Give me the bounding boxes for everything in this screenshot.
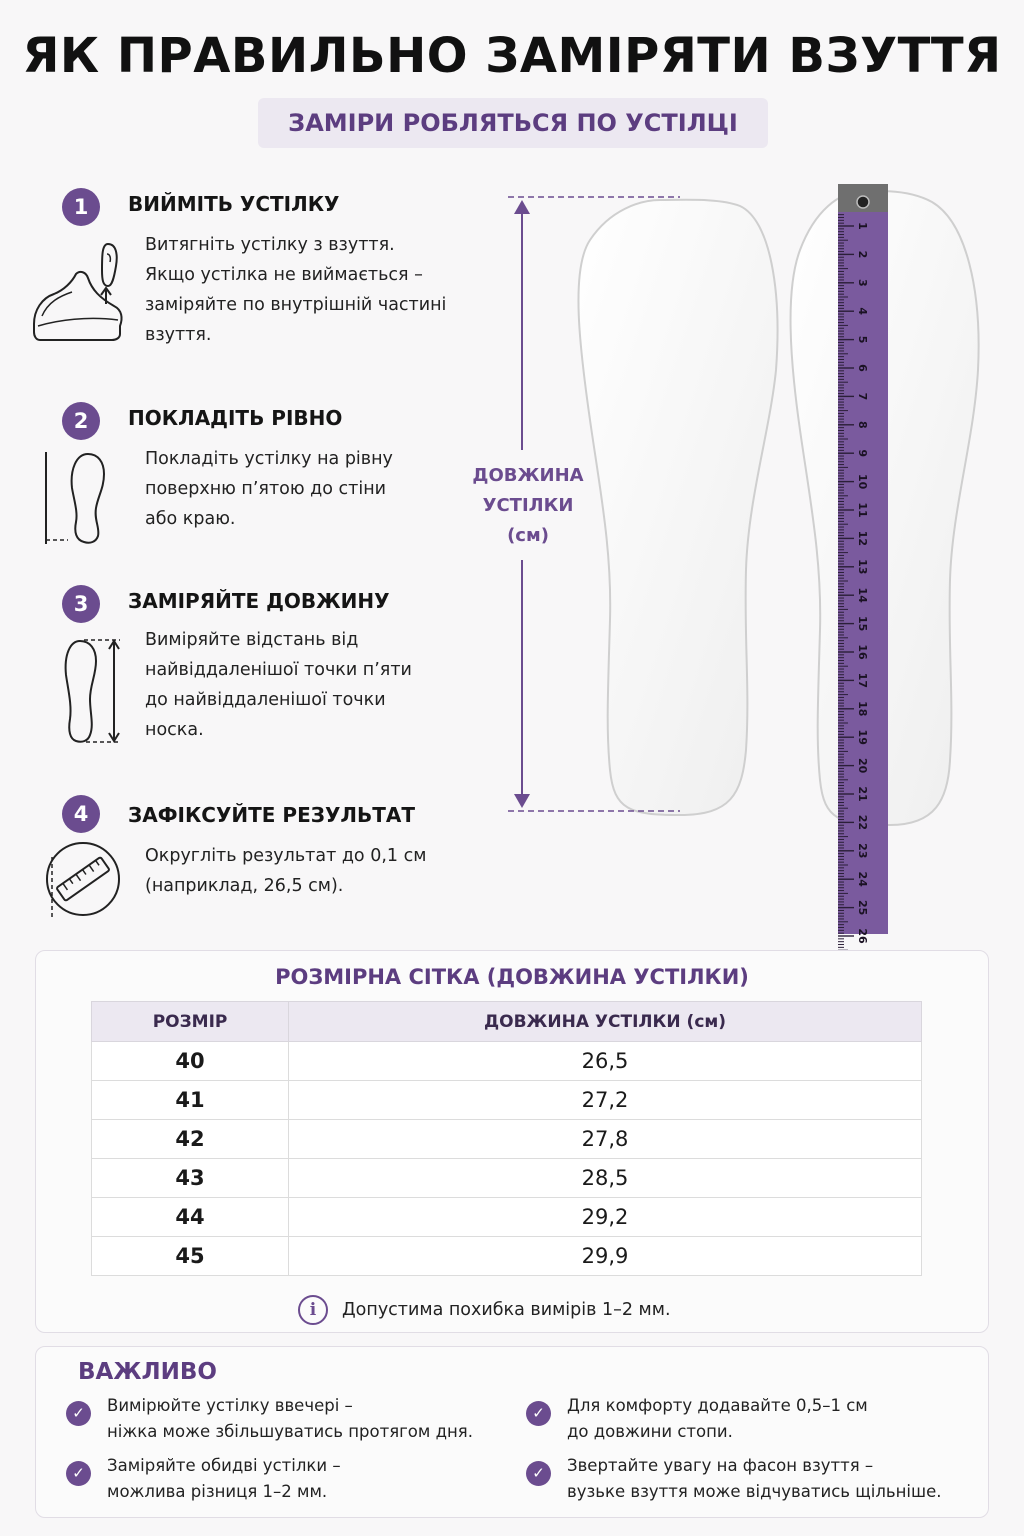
ruler-number: 26 — [856, 928, 869, 944]
tip-item — [526, 1453, 942, 1505]
table-row — [92, 1198, 922, 1237]
ruler-number: 9 — [856, 449, 869, 458]
length-cell: 26,5 — [289, 1042, 922, 1081]
ruler-number: 22 — [856, 814, 869, 831]
check-icon: ✓ — [526, 1401, 551, 1426]
insoles-illustration — [470, 170, 1010, 950]
size-cell: 41 — [92, 1081, 289, 1120]
ruler-number: 20 — [856, 757, 869, 774]
ruler-number: 24 — [856, 871, 869, 887]
ruler-number: 15 — [856, 615, 869, 632]
size-cell: 43 — [92, 1159, 289, 1198]
ruler-circle-icon — [28, 843, 128, 923]
left-insole — [578, 200, 777, 815]
tip-text: Для комфорту додавайте 0,5–1 см до довжини стопи. — [567, 1396, 868, 1441]
ruler-number: 23 — [856, 843, 869, 859]
check-icon: ✓ — [526, 1461, 551, 1486]
step-4 — [0, 795, 480, 925]
step-title: ЗАМІРЯЙТЕ ДОВЖИНУ — [128, 589, 390, 613]
size-cell: 40 — [92, 1042, 289, 1081]
tip-text: Звертайте увагу на фасон взуття – вузьке взуття може відчуватись щільніше. — [567, 1456, 942, 1501]
header-length: ДОВЖИНА УСТІЛКИ (см) — [289, 1002, 922, 1042]
size-cell: 42 — [92, 1120, 289, 1159]
step-number: 4 — [62, 795, 100, 833]
header-size: РОЗМІР — [92, 1002, 289, 1042]
ruler-number: 14 — [856, 587, 869, 603]
insole-length-icon — [28, 635, 128, 747]
info-icon: i — [298, 1295, 328, 1325]
step-description: Виміряйте відстань від найвіддаленішої точки п’яти до найвіддаленішої точки носка. — [145, 630, 412, 740]
step-3 — [0, 585, 480, 765]
page-subtitle: ЗАМІРИ РОБЛЯТЬСЯ ПО УСТІЛЦІ — [258, 98, 768, 148]
ruler-number: 11 — [856, 502, 869, 518]
table-row — [92, 1120, 922, 1159]
table-header-row — [92, 1002, 922, 1042]
ruler-number: 18 — [856, 701, 869, 717]
length-cell: 29,9 — [289, 1237, 922, 1276]
important-title: ВАЖЛИВО — [78, 1359, 217, 1385]
ruler-number: 25 — [856, 899, 869, 916]
ruler-number: 2 — [856, 250, 869, 259]
step-description: Округліть результат до 0,1 см (наприклад, 26,5 см). — [145, 846, 427, 896]
ruler-number: 4 — [856, 307, 869, 316]
tip-item — [66, 1393, 473, 1445]
step-number: 2 — [62, 402, 100, 440]
size-table — [91, 1001, 922, 1276]
table-row — [92, 1159, 922, 1198]
table-row — [92, 1042, 922, 1081]
ruler-number: 17 — [856, 672, 869, 689]
step-number: 3 — [62, 585, 100, 623]
size-cell: 44 — [92, 1198, 289, 1237]
ruler-number: 16 — [856, 644, 869, 660]
shoe-insole-icon — [28, 236, 128, 346]
tolerance-note-text: Допустима похибка вимірів 1–2 мм. — [342, 1300, 671, 1320]
insoles-graphic — [470, 170, 1010, 950]
step-description: Покладіть устілку на рівну поверхню п’ятою до стіни або краю. — [145, 449, 393, 529]
ruler-number: 6 — [856, 364, 869, 372]
length-cell: 27,2 — [289, 1081, 922, 1120]
tip-text: Вимірюйте устілку ввечері – ніжка може збільшуватись протягом дня. — [107, 1396, 473, 1441]
tolerance-note — [298, 1295, 671, 1325]
size-cell: 45 — [92, 1237, 289, 1276]
page-title: ЯК ПРАВИЛЬНО ЗАМІРЯТИ ВЗУТТЯ — [22, 28, 1002, 84]
check-icon: ✓ — [66, 1401, 91, 1426]
measuring-tape — [838, 184, 888, 972]
step-2 — [0, 402, 480, 562]
ruler-number: 19 — [856, 729, 869, 745]
tip-text: Заміряйте обидві устілки – можлива різниця 1–2 мм. — [107, 1456, 341, 1501]
ruler-number: 7 — [856, 392, 869, 401]
table-row — [92, 1081, 922, 1120]
ruler-number: 3 — [856, 278, 869, 287]
ruler-number: 1 — [856, 222, 869, 230]
ruler-number: 12 — [856, 530, 869, 547]
insole-wall-icon — [28, 448, 118, 548]
step-1 — [0, 188, 480, 378]
tip-item — [526, 1393, 868, 1445]
size-chart-title: РОЗМІРНА СІТКА (ДОВЖИНА УСТІЛКИ) — [275, 965, 749, 989]
insole-length-label-3: (см) — [507, 525, 549, 546]
step-description: Витягніть устілку з взуття. Якщо устілка не виймається – заміряйте по внутрішній частині взуття. — [145, 235, 447, 345]
table-row — [92, 1237, 922, 1276]
check-icon: ✓ — [66, 1461, 91, 1486]
length-cell: 27,8 — [289, 1120, 922, 1159]
step-title: ЗАФІКСУЙТЕ РЕЗУЛЬТАТ — [128, 803, 415, 827]
important-card — [35, 1346, 989, 1518]
step-title: ПОКЛАДІТЬ РІВНО — [128, 406, 343, 430]
insole-length-label-1: ДОВЖИНА — [472, 465, 584, 486]
length-cell: 29,2 — [289, 1198, 922, 1237]
step-number: 1 — [62, 188, 100, 226]
size-chart-card — [35, 950, 989, 1333]
ruler-number: 8 — [856, 420, 869, 429]
ruler-number: 13 — [856, 559, 869, 575]
ruler-number: 5 — [856, 335, 869, 344]
insole-length-label-2: УСТІЛКИ — [482, 495, 574, 516]
step-title: ВИЙМІТЬ УСТІЛКУ — [128, 192, 340, 216]
ruler-number: 10 — [856, 473, 869, 490]
tip-item — [66, 1453, 341, 1505]
ruler-number: 21 — [856, 786, 869, 802]
length-cell: 28,5 — [289, 1159, 922, 1198]
